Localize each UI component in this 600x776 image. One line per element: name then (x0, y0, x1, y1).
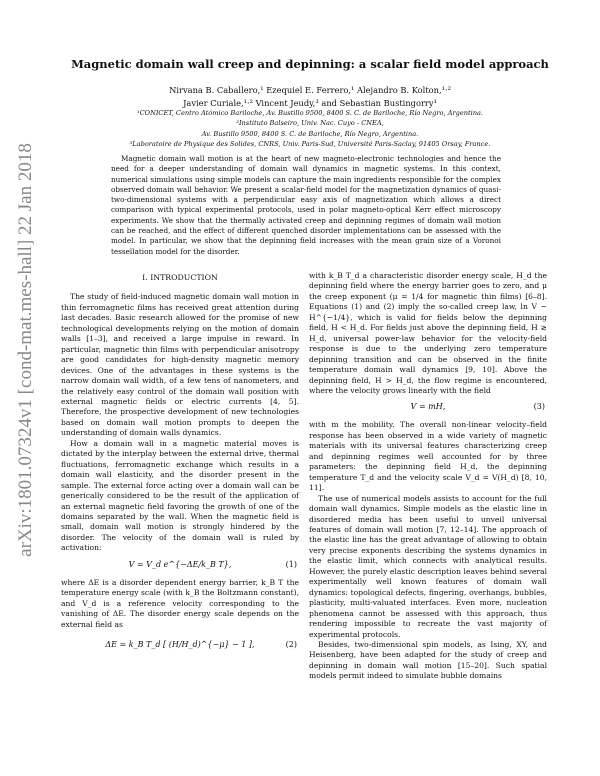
left-column (61, 270, 299, 666)
paragraph: The use of numerical models assists to account for the full domain wall dynamics. Simple models as the elastic line in disordered media has been useful to unveil universal features of domain wall motion [7, 12–14]. The approach of the elastic line has the great advantage of allowing to obtain very precise exponents describing the systems dynamics in the elastic limit, which connects with analytical results. However, the purely elastic description leaves behind several experimentally well known features of domain wall dynamics: topological defects, fingering, overhangs, bubbles, plasticity, multi-valuated interfaces. Even more, nucleation phenomena cannot be assessed with this approach, thus rendering impossible to recreate the vast majority of experimental protocols. (309, 493, 547, 639)
affiliation-1: ¹CONICET, Centro Atómico Bariloche, Av. Bustillo 9500, 8400 S. C. de Bariloche, Río Negro, Argentina. (136, 109, 484, 117)
paper-title: Magnetic domain wall creep and depinning: a scalar field model approach (71, 57, 549, 71)
authors-line-2: Javier Curiale,¹·² Vincent Jeudy,³ and Sebastian Bustingorry¹ (183, 97, 437, 108)
equation-3 (309, 396, 547, 420)
equation-1 (61, 554, 299, 578)
arxiv-sidebar (12, 70, 40, 630)
paragraph: How a domain wall in a magnetic material moves is dictated by the interplay between the external drive, thermal fluctuations, ferromagnetic exchange which results in a domain wall elasticity, and the disorder present in the sample. The external force acting over a domain wall can be generically considered to be the result of the application of an external magnetic field favoring the growth of one of the domains separated by the wall. When the magnetic field is small, domain wall motion is strongly hindered by the disorder. The velocity of the domain wall is ruled by activation: (61, 438, 299, 553)
paragraph: Besides, two-dimensional spin models, as Ising, XY, and Heisenberg, have been adapted for the study of creep and depinning in domain wall motion [15–20]. Such spatial models permit indeed to simulate bubble domains (309, 639, 547, 681)
authors-line-1: Nirvana B. Caballero,¹ Ezequiel E. Ferrero,¹ Alejandro B. Kolton,¹·² (169, 85, 451, 95)
section-heading-introduction: I. INTRODUCTION (142, 273, 218, 282)
arxiv-identifier: arXiv:1801.07324v1 [cond-mat.mes-hall] 22 Jan 2018 (15, 143, 36, 557)
equation-body: ΔE = k_B T_d [ (H/H_d)^{−μ} − 1 ], (105, 640, 255, 650)
equation-body: V = V_d e^{−ΔE/k_B T}, (128, 559, 232, 569)
paragraph: with m the mobility. The overall non-linear velocity–field response has been observed in a wide variety of magnetic materials with its universal features characterizing creep and depinning regimes well accounted for by three parameters: the depinning field H_d, the depinning temperature T_d and the velocity scale V_d = V(H_d) [8, 10, 11]. (309, 420, 547, 493)
affiliation-3: ³Laboratoire de Physique des Solides, CNRS, Univ. Paris-Sud, Université Paris-Saclay, 91405 Orsay, France. (129, 139, 491, 148)
abstract: Magnetic domain wall motion is at the heart of new magneto-electronic technologies and hence the need for a deeper understanding of domain wall dynamics in magnetic systems. In this context, numerical simulations using simple models can capture the main ingredients responsible for the complex observed domain wall behavior. We present a scalar-field model for the magnetization dynamics of quasi-two-dimensional systems with a perpendicular easy axis of magnetization which allows a direct comparison with typical experimental protocols, used in polar magneto-optical Kerr effect microscopy experiments. We show that the thermally activated creep and depinning regimes of domain wall motion can be reached, and the effect of different quenched disorder implementations can be assessed with the model. In particular, we show that the depinning field increases with the mean grain size of a Voronoi tessellation model for the disorder. (111, 154, 501, 256)
equation-number: (2) (285, 640, 297, 650)
paragraph: with k_B T_d a characteristic disorder energy scale, H_d the depinning field where the energy barrier goes to zero, and μ the creep exponent (μ = 1/4 for magnetic thin films) [6–8]. Equations (1) and (2) imply the so-called creep law, ln V ~ H^{−1/4}, which is valid for fields below the depinning field, H < H_d. For fields just above the depinning field, H ≳ H_d, universal power-law behavior for the velocity-field response is due to the underlying zero temperature depinning transition and can be observed in the finite temperature domain wall dynamics [9, 10]. Above the depinning field, H > H_d, the flow regime is encountered, where the velocity grows linearly with the field (309, 271, 547, 395)
affiliations (60, 108, 560, 149)
paragraph: The study of field-induced magnetic domain wall motion in thin ferromagnetic films has received great attention during last decades. Basic research allowed for the promise of new technological developments relying on the motion of domain walls [1–3], and received a large impulse in reward. In particular, magnetic thin films with perpendicular anisotropy are good candidates for high-density magnetic memory devices. One of the advantages in these systems is the narrow domain wall width, of a few tens of nanometers, and the relatively easy control of the domain wall position with external magnetic fields or electric currents [4, 5]. Therefore, the prospective development of new technologies based on domain wall motion prompts to deepen the understanding of domain walls dynamics. (61, 292, 299, 438)
equation-2 (61, 630, 299, 666)
affiliation-2: ²Instituto Balseiro, Univ. Nac. Cuyo - CNEA, (236, 119, 384, 128)
equation-body: V = mH, (410, 402, 446, 412)
paragraph: where ΔE is a disorder dependent energy barrier, k_B T the temperature energy scale (with k_B the Boltzmann constant), and V_d is a reference velocity corresponding to the vanishing of ΔE. The disorder energy scale depends on the external field as (61, 577, 299, 629)
affiliation-2-cont: Av. Bustillo 9500, 8400 S. C. de Bariloche, Río Negro, Argentina. (201, 129, 419, 138)
equation-number: (3) (533, 402, 545, 412)
right-column (309, 271, 547, 682)
equation-number: (1) (285, 559, 297, 569)
author-list (60, 84, 560, 109)
